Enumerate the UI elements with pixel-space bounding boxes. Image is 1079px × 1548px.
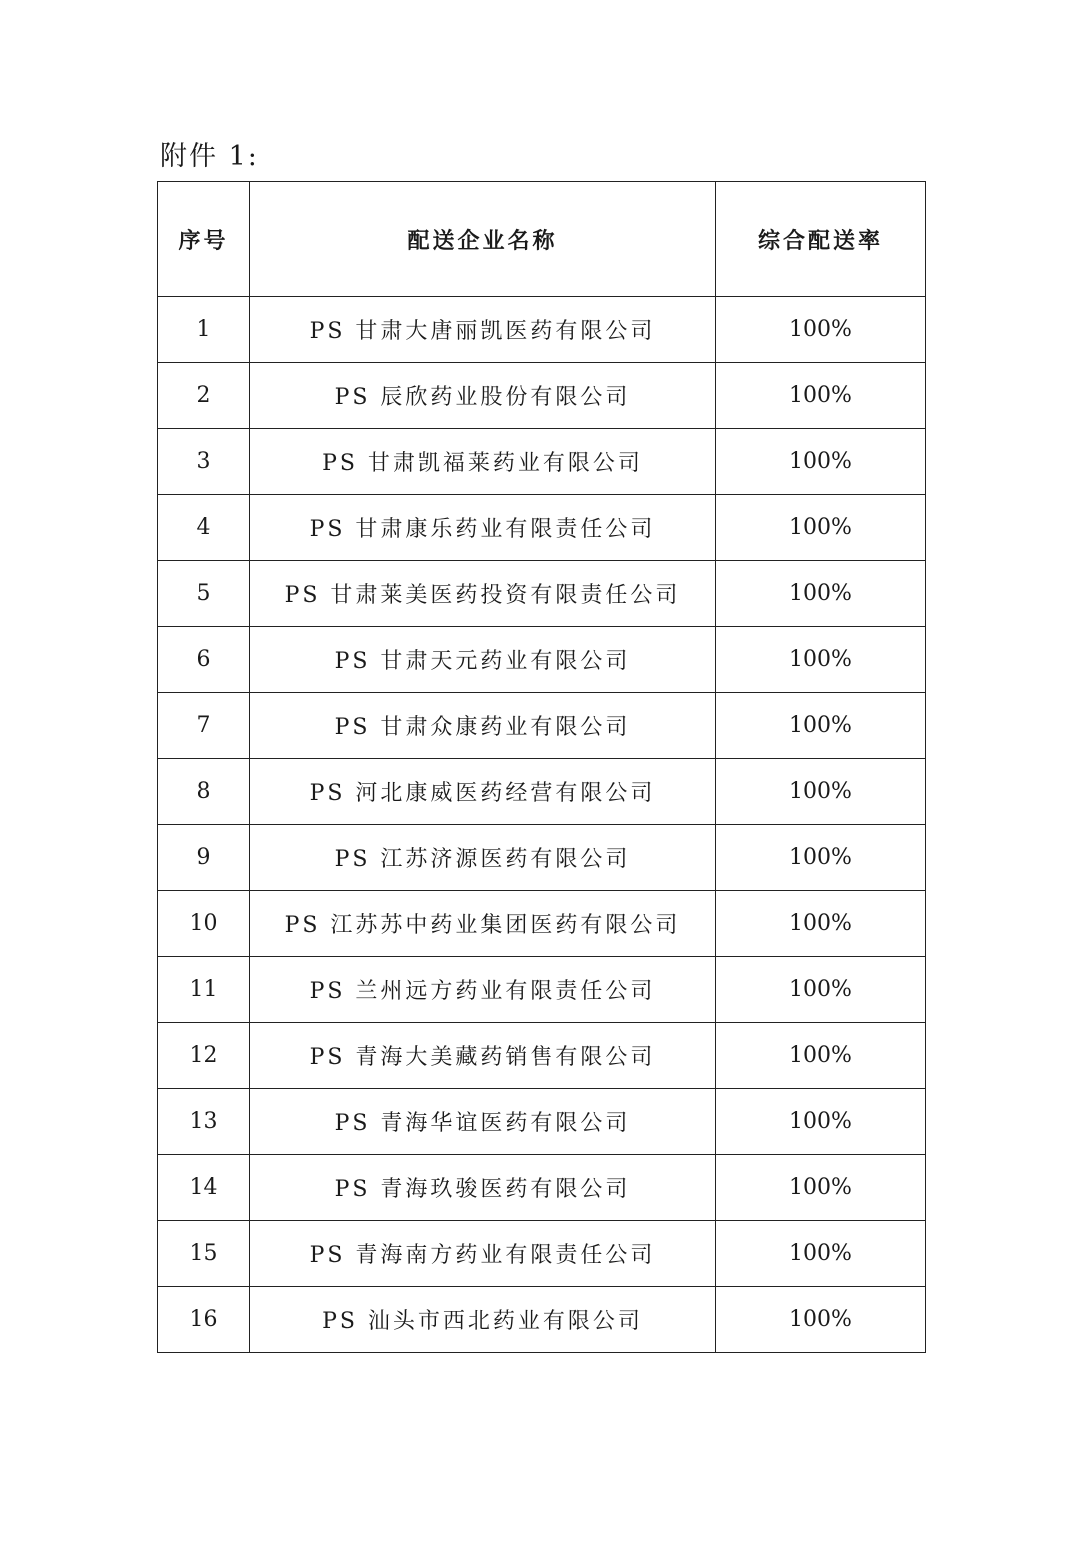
header-company-name: 配送企业名称 xyxy=(250,182,716,297)
cell-distribution-rate: 100% xyxy=(716,297,926,363)
cell-distribution-rate: 100% xyxy=(716,1089,926,1155)
cell-serial-number: 1 xyxy=(158,297,250,363)
cell-company-name: PS 汕头市西北药业有限公司 xyxy=(250,1287,716,1353)
cell-company-name: PS 甘肃凯福莱药业有限公司 xyxy=(250,429,716,495)
cell-distribution-rate: 100% xyxy=(716,429,926,495)
cell-serial-number: 9 xyxy=(158,825,250,891)
table-row xyxy=(158,1155,926,1221)
cell-distribution-rate: 100% xyxy=(716,825,926,891)
table-header-row xyxy=(158,182,926,297)
cell-distribution-rate: 100% xyxy=(716,363,926,429)
cell-company-name: PS 青海南方药业有限责任公司 xyxy=(250,1221,716,1287)
cell-company-name: PS 江苏苏中药业集团医药有限公司 xyxy=(250,891,716,957)
table-row xyxy=(158,1023,926,1089)
cell-serial-number: 12 xyxy=(158,1023,250,1089)
cell-serial-number: 10 xyxy=(158,891,250,957)
cell-serial-number: 3 xyxy=(158,429,250,495)
cell-company-name: PS 青海玖骏医药有限公司 xyxy=(250,1155,716,1221)
cell-company-name: PS 辰欣药业股份有限公司 xyxy=(250,363,716,429)
cell-serial-number: 4 xyxy=(158,495,250,561)
table-row xyxy=(158,297,926,363)
table-row xyxy=(158,693,926,759)
cell-company-name: PS 兰州远方药业有限责任公司 xyxy=(250,957,716,1023)
table-row xyxy=(158,1221,926,1287)
cell-distribution-rate: 100% xyxy=(716,1155,926,1221)
cell-serial-number: 11 xyxy=(158,957,250,1023)
cell-distribution-rate: 100% xyxy=(716,759,926,825)
cell-company-name: PS 青海大美藏药销售有限公司 xyxy=(250,1023,716,1089)
cell-serial-number: 8 xyxy=(158,759,250,825)
cell-company-name: PS 甘肃众康药业有限公司 xyxy=(250,693,716,759)
cell-serial-number: 16 xyxy=(158,1287,250,1353)
table-row xyxy=(158,495,926,561)
cell-company-name: PS 河北康威医药经营有限公司 xyxy=(250,759,716,825)
cell-serial-number: 7 xyxy=(158,693,250,759)
cell-serial-number: 13 xyxy=(158,1089,250,1155)
table-row xyxy=(158,825,926,891)
cell-company-name: PS 甘肃康乐药业有限责任公司 xyxy=(250,495,716,561)
cell-distribution-rate: 100% xyxy=(716,1221,926,1287)
cell-serial-number: 14 xyxy=(158,1155,250,1221)
cell-distribution-rate: 100% xyxy=(716,495,926,561)
table-row xyxy=(158,363,926,429)
cell-serial-number: 5 xyxy=(158,561,250,627)
cell-company-name: PS 甘肃大唐丽凯医药有限公司 xyxy=(250,297,716,363)
cell-serial-number: 15 xyxy=(158,1221,250,1287)
cell-distribution-rate: 100% xyxy=(716,561,926,627)
table-row xyxy=(158,891,926,957)
cell-company-name: PS 甘肃莱美医药投资有限责任公司 xyxy=(250,561,716,627)
cell-company-name: PS 甘肃天元药业有限公司 xyxy=(250,627,716,693)
cell-company-name: PS 青海华谊医药有限公司 xyxy=(250,1089,716,1155)
attachment-label: 附件 1: xyxy=(160,141,259,172)
cell-company-name: PS 江苏济源医药有限公司 xyxy=(250,825,716,891)
cell-serial-number: 6 xyxy=(158,627,250,693)
cell-serial-number: 2 xyxy=(158,363,250,429)
header-serial-number: 序号 xyxy=(158,182,250,297)
header-distribution-rate: 综合配送率 xyxy=(716,182,926,297)
table-row xyxy=(158,957,926,1023)
cell-distribution-rate: 100% xyxy=(716,693,926,759)
cell-distribution-rate: 100% xyxy=(716,627,926,693)
cell-distribution-rate: 100% xyxy=(716,891,926,957)
table-row xyxy=(158,627,926,693)
cell-distribution-rate: 100% xyxy=(716,957,926,1023)
table-row xyxy=(158,561,926,627)
cell-distribution-rate: 100% xyxy=(716,1023,926,1089)
table-row xyxy=(158,759,926,825)
table-row xyxy=(158,1287,926,1353)
table-row xyxy=(158,1089,926,1155)
table-row xyxy=(158,429,926,495)
cell-distribution-rate: 100% xyxy=(716,1287,926,1353)
distribution-rate-table xyxy=(157,181,926,1353)
